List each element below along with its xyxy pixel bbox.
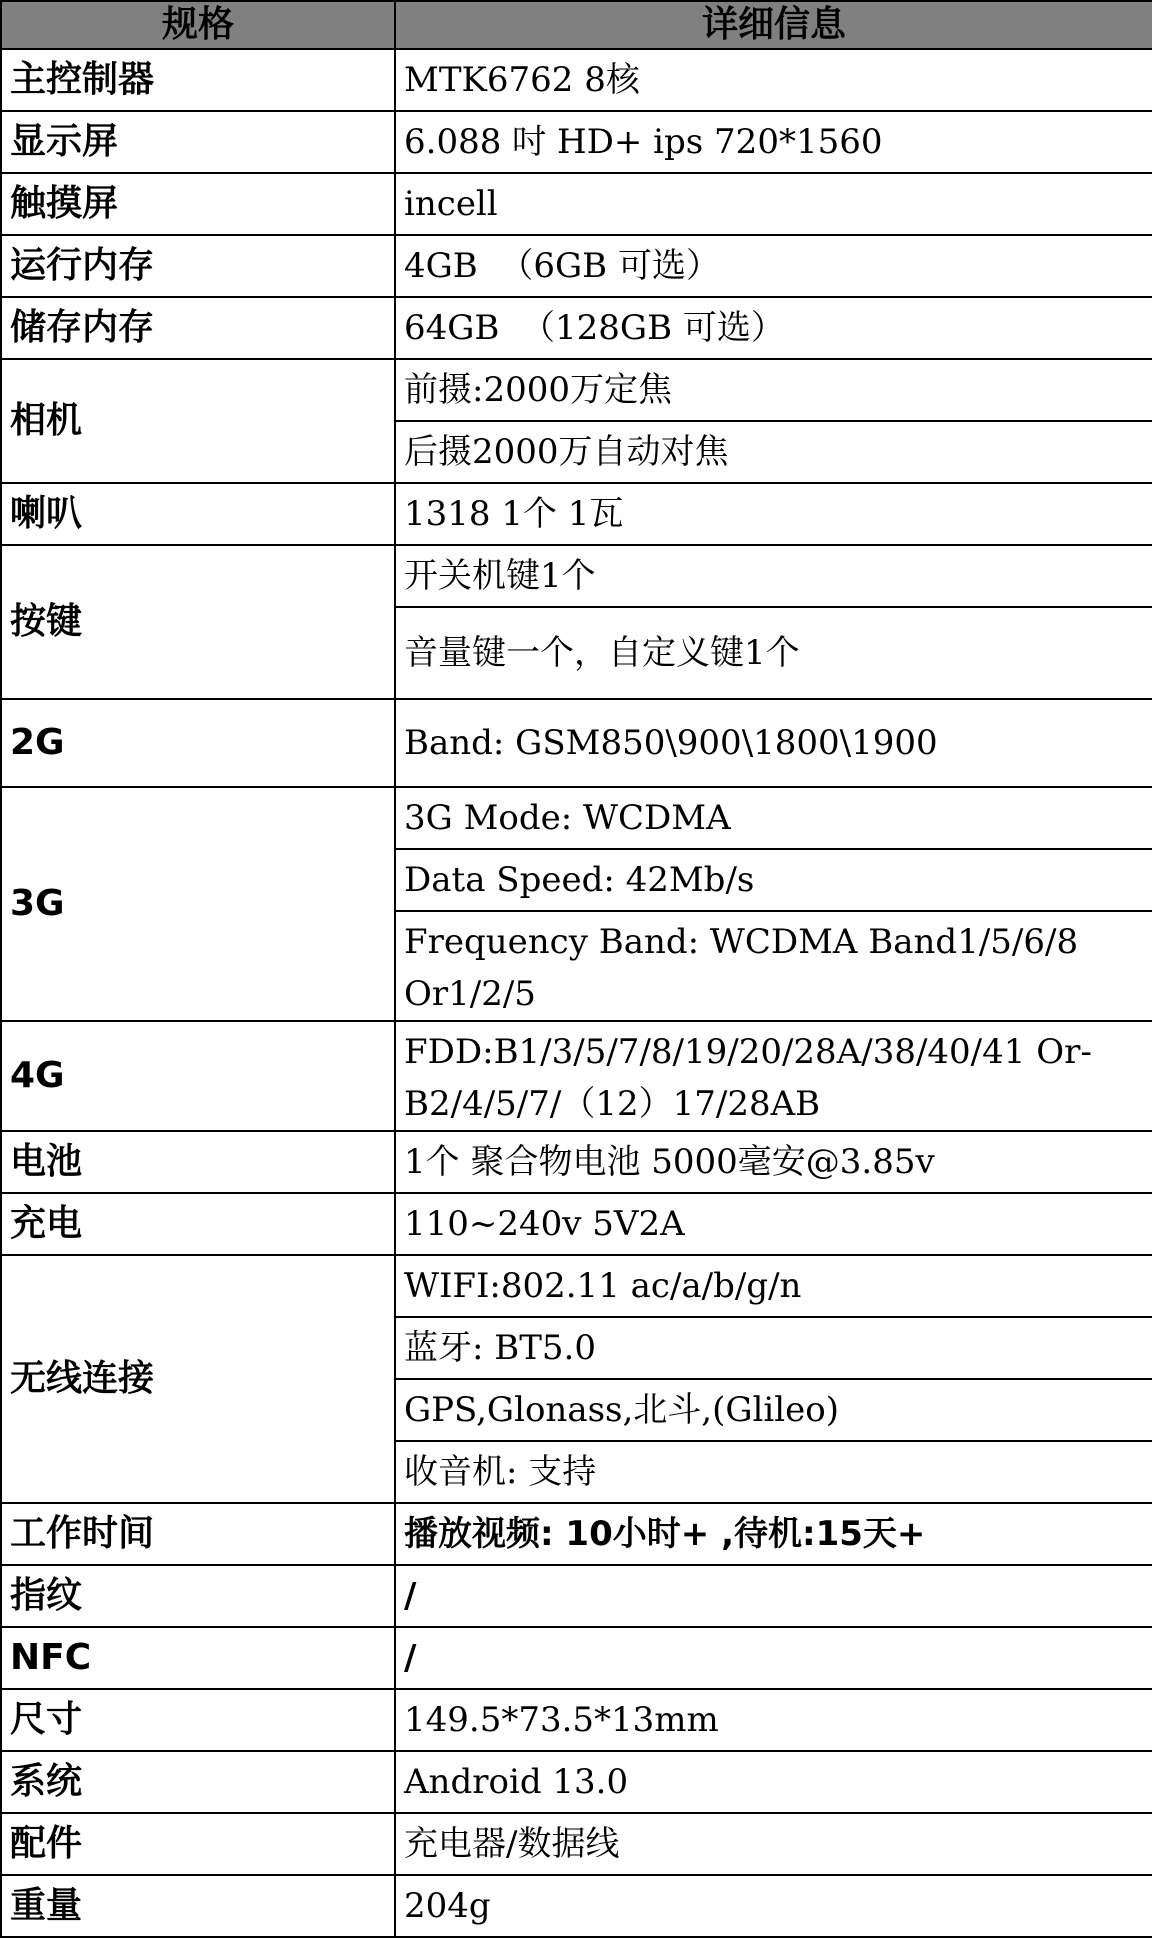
spec-value-storage: 64GB （128GB 可选） xyxy=(395,297,1152,359)
spec-value-bluetooth: 蓝牙: BT5.0 xyxy=(395,1317,1152,1379)
table-row xyxy=(1,297,1152,359)
spec-label-display: 显示屏 xyxy=(1,111,395,173)
table-row xyxy=(1,545,1152,607)
spec-label-nfc: NFC xyxy=(1,1627,395,1689)
spec-value-size: 149.5*73.5*13mm xyxy=(395,1689,1152,1751)
spec-label-touch: 触摸屏 xyxy=(1,173,395,235)
spec-value-touch: incell xyxy=(395,173,1152,235)
spec-label-speaker: 喇叭 xyxy=(1,483,395,545)
spec-label-camera: 相机 xyxy=(1,359,395,483)
spec-label-3g: 3G xyxy=(1,787,395,1021)
spec-value-fingerprint: / xyxy=(395,1565,1152,1627)
spec-value-3g-band: Frequency Band: WCDMA Band1/5/6/8 Or1/2/5 xyxy=(395,911,1152,1021)
spec-value-2g: Band: GSM850\900\1800\1900 xyxy=(395,699,1152,787)
spec-value-weight: 204g xyxy=(395,1875,1152,1937)
header-spec: 规格 xyxy=(1,1,395,49)
table-row xyxy=(1,1689,1152,1751)
table-row xyxy=(1,1751,1152,1813)
spec-value-3g-mode: 3G Mode: WCDMA xyxy=(395,787,1152,849)
spec-label-cpu: 主控制器 xyxy=(1,49,395,111)
table-row xyxy=(1,1565,1152,1627)
spec-value-charging: 110~240v 5V2A xyxy=(395,1193,1152,1255)
table-row xyxy=(1,1131,1152,1193)
table-row xyxy=(1,111,1152,173)
spec-value-display: 6.088 吋 HD+ ips 720*1560 xyxy=(395,111,1152,173)
spec-label-weight: 重量 xyxy=(1,1875,395,1937)
table-row xyxy=(1,483,1152,545)
spec-label-size: 尺寸 xyxy=(1,1689,395,1751)
table-row xyxy=(1,1503,1152,1565)
table-row xyxy=(1,787,1152,849)
spec-value-cpu: MTK6762 8核 xyxy=(395,49,1152,111)
spec-value-worktime: 播放视频: 10小时+ ,待机:15天+ xyxy=(395,1503,1152,1565)
spec-value-keys-volume: 音量键一个，自定义键1个 xyxy=(395,607,1152,699)
table-row xyxy=(1,173,1152,235)
spec-label-fingerprint: 指纹 xyxy=(1,1565,395,1627)
spec-label-accessories: 配件 xyxy=(1,1813,395,1875)
spec-label-worktime: 工作时间 xyxy=(1,1503,395,1565)
table-row xyxy=(1,1193,1152,1255)
table-row xyxy=(1,699,1152,787)
spec-value-speaker: 1318 1个 1瓦 xyxy=(395,483,1152,545)
spec-value-nfc: / xyxy=(395,1627,1152,1689)
spec-value-accessories: 充电器/数据线 xyxy=(395,1813,1152,1875)
table-row xyxy=(1,1255,1152,1317)
spec-label-4g: 4G xyxy=(1,1021,395,1131)
table-row xyxy=(1,49,1152,111)
spec-value-os: Android 13.0 xyxy=(395,1751,1152,1813)
spec-label-storage: 储存内存 xyxy=(1,297,395,359)
spec-label-ram: 运行内存 xyxy=(1,235,395,297)
spec-value-ram: 4GB （6GB 可选） xyxy=(395,235,1152,297)
spec-label-os: 系统 xyxy=(1,1751,395,1813)
table-row xyxy=(1,235,1152,297)
table-row xyxy=(1,359,1152,421)
table-row xyxy=(1,1875,1152,1937)
spec-label-wireless: 无线连接 xyxy=(1,1255,395,1503)
spec-label-charging: 充电 xyxy=(1,1193,395,1255)
spec-value-radio: 收音机: 支持 xyxy=(395,1441,1152,1503)
header-row xyxy=(1,1,1152,49)
spec-value-wifi: WIFI:802.11 ac/a/b/g/n xyxy=(395,1255,1152,1317)
spec-value-3g-speed: Data Speed: 42Mb/s xyxy=(395,849,1152,911)
spec-value-camera-front: 前摄:2000万定焦 xyxy=(395,359,1152,421)
spec-label-battery: 电池 xyxy=(1,1131,395,1193)
spec-value-gps: GPS,Glonass,北斗,(Glileo) xyxy=(395,1379,1152,1441)
table-row xyxy=(1,1021,1152,1131)
spec-value-camera-rear: 后摄2000万自动对焦 xyxy=(395,421,1152,483)
header-detail: 详细信息 xyxy=(395,1,1152,49)
table-row xyxy=(1,1813,1152,1875)
spec-value-4g: FDD:B1/3/5/7/8/19/20/28A/38/40/41 Or-B2/4/5/7/（12）17/28AB xyxy=(395,1021,1152,1131)
spec-label-keys: 按键 xyxy=(1,545,395,699)
spec-label-2g: 2G xyxy=(1,699,395,787)
table-row xyxy=(1,1627,1152,1689)
spec-value-battery: 1个 聚合物电池 5000毫安@3.85v xyxy=(395,1131,1152,1193)
spec-value-keys-power: 开关机键1个 xyxy=(395,545,1152,607)
